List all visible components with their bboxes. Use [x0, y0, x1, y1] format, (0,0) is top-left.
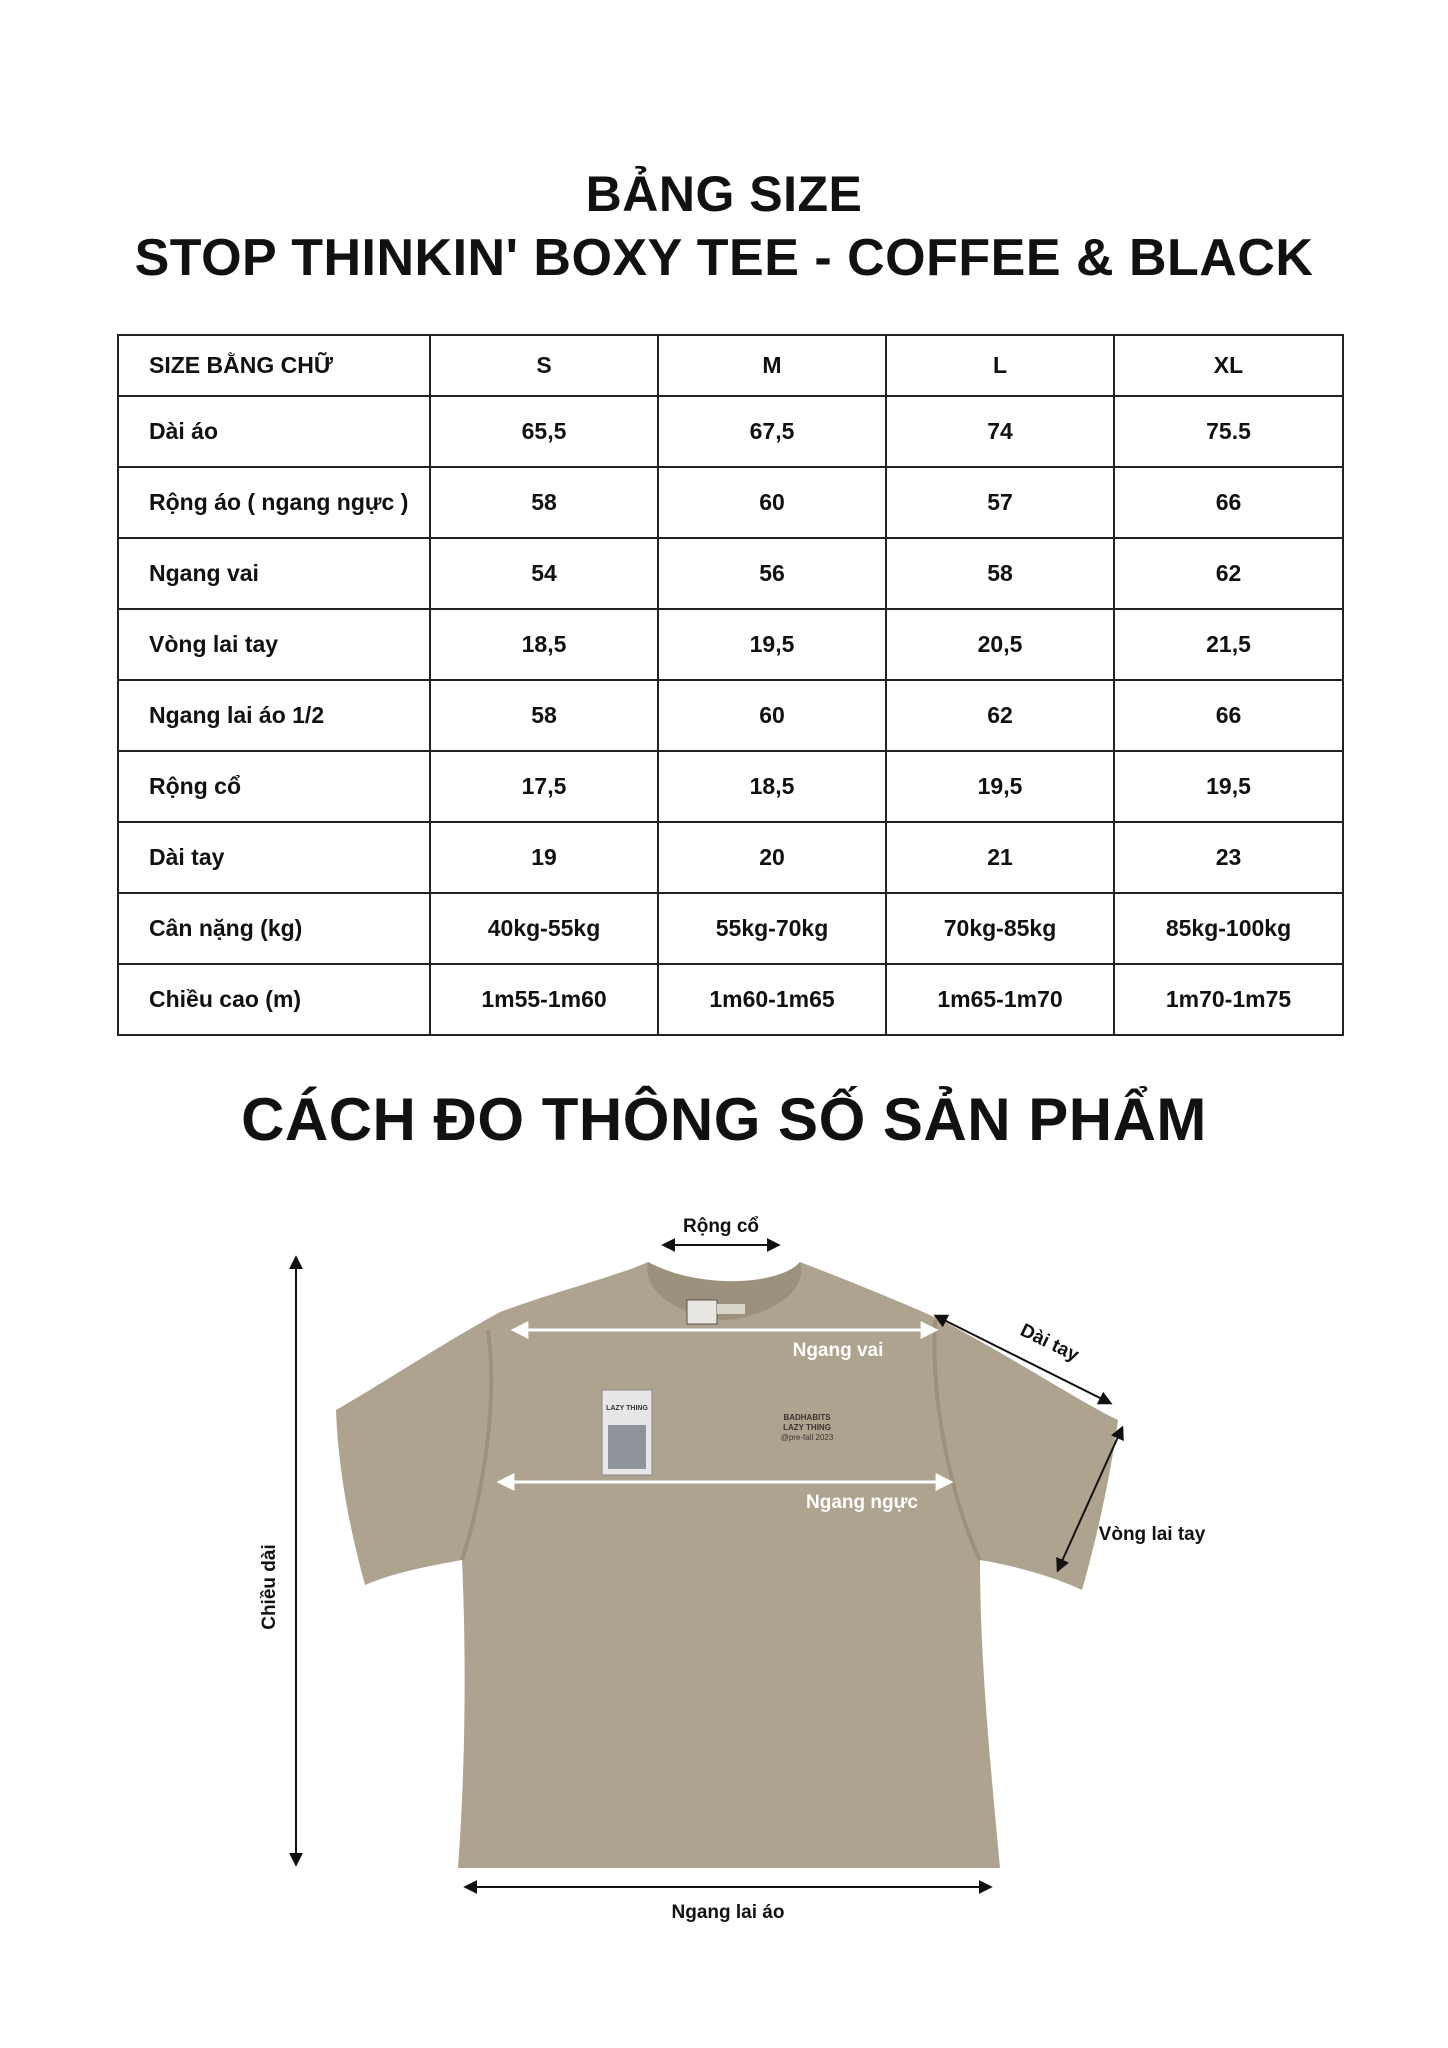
table-cell: 18,5 [658, 751, 886, 822]
table-cell: 66 [1114, 680, 1343, 751]
table-cell: 67,5 [658, 396, 886, 467]
table-header-row [118, 335, 1343, 396]
table-cell: 1m65-1m70 [886, 964, 1114, 1035]
row-label: Dài áo [118, 396, 430, 467]
shoulder-width-label: Ngang vai [792, 1340, 884, 1361]
table-cell: 1m55-1m60 [430, 964, 658, 1035]
table-cell: 54 [430, 538, 658, 609]
table-cell: 18,5 [430, 609, 658, 680]
sleeve-length-label: Dài tay [1016, 1319, 1083, 1367]
row-label: Dài tay [118, 822, 430, 893]
chest-width-label: Ngang ngực [806, 1492, 918, 1513]
table-cell: 66 [1114, 467, 1343, 538]
chest-print-line-3: @pre-fall 2023 [780, 1433, 834, 1442]
row-label: Chiều cao (m) [118, 964, 430, 1035]
table-cell: 56 [658, 538, 886, 609]
table-row [118, 396, 1343, 467]
table-row [118, 538, 1343, 609]
tshirt-shape [336, 1262, 1118, 1868]
table-cell: 1m70-1m75 [1114, 964, 1343, 1035]
table-cell: 20,5 [886, 609, 1114, 680]
measurement-diagram [0, 1190, 1448, 1970]
table-cell: 1m60-1m65 [658, 964, 886, 1035]
neck-tag-side [717, 1304, 745, 1314]
table-cell: 21 [886, 822, 1114, 893]
table-cell: 65,5 [430, 396, 658, 467]
table-row [118, 964, 1343, 1035]
table-cell: 58 [886, 538, 1114, 609]
row-label: Ngang vai [118, 538, 430, 609]
table-row [118, 893, 1343, 964]
product-name: STOP THINKIN' BOXY TEE - COFFEE & BLACK [134, 229, 1314, 287]
table-cell: 74 [886, 396, 1114, 467]
table-cell: 85kg-100kg [1114, 893, 1343, 964]
table-cell: 19 [430, 822, 658, 893]
table-cell: 57 [886, 467, 1114, 538]
table-cell: 23 [1114, 822, 1343, 893]
row-label: Rộng cổ [118, 751, 430, 822]
table-cell: 62 [886, 680, 1114, 751]
table-cell: 60 [658, 467, 886, 538]
table-cell: 17,5 [430, 751, 658, 822]
table-row [118, 467, 1343, 538]
table-cell: 20 [658, 822, 886, 893]
table-cell: 58 [430, 680, 658, 751]
table-row [118, 751, 1343, 822]
table-cell: 58 [430, 467, 658, 538]
table-cell: 60 [658, 680, 886, 751]
chest-print-line-2: LAZY THING [783, 1423, 831, 1432]
chest-patch-text: LAZY THING [606, 1405, 648, 1412]
table-row [118, 822, 1343, 893]
size-table [117, 334, 1344, 1036]
hem-width-label: Ngang lai áo [671, 1902, 785, 1923]
neck-width-label: Rộng cổ [683, 1216, 759, 1237]
row-label: Rộng áo ( ngang ngực ) [118, 467, 430, 538]
table-row [118, 680, 1343, 751]
neck-tag [687, 1300, 717, 1324]
row-label: Vòng lai tay [118, 609, 430, 680]
table-cell: 19,5 [1114, 751, 1343, 822]
measure-title: CÁCH ĐO THÔNG SỐ SẢN PHẨM [241, 1086, 1207, 1153]
table-cell: 55kg-70kg [658, 893, 886, 964]
table-cell: 21,5 [1114, 609, 1343, 680]
row-label: Ngang lai áo 1/2 [118, 680, 430, 751]
header-size-xl: XL [1114, 335, 1343, 396]
header-size-s: S [430, 335, 658, 396]
table-cell: 40kg-55kg [430, 893, 658, 964]
table-cell: 70kg-85kg [886, 893, 1114, 964]
table-cell: 19,5 [658, 609, 886, 680]
body-length-label: Chiều dài [259, 1544, 280, 1630]
size-chart-title: BẢNG SIZE [585, 166, 863, 222]
row-label: Cân nặng (kg) [118, 893, 430, 964]
chest-print-line-1: BADHABITS [783, 1413, 831, 1422]
header-size-m: M [658, 335, 886, 396]
table-cell: 19,5 [886, 751, 1114, 822]
table-cell: 62 [1114, 538, 1343, 609]
header-size-label: SIZE BẰNG CHỮ [118, 335, 430, 396]
header-size-l: L [886, 335, 1114, 396]
table-cell: 75.5 [1114, 396, 1343, 467]
table-row [118, 609, 1343, 680]
cuff-circumference-label: Vòng lai tay [1098, 1524, 1206, 1545]
chest-patch-photo [608, 1425, 646, 1469]
